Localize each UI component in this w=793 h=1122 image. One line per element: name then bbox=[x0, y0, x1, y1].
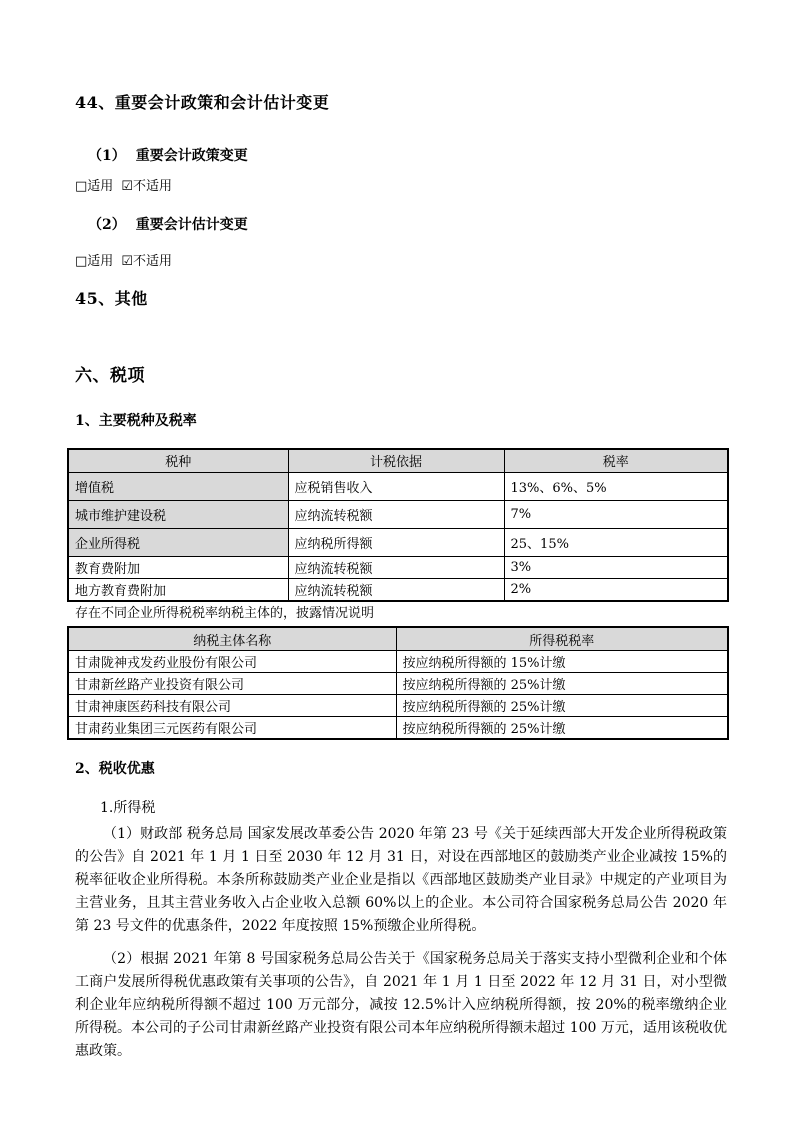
cell-tax-rate: 13%、6%、5% bbox=[504, 472, 728, 500]
section-45-heading: 45、其他 bbox=[75, 289, 148, 309]
option-applicable bbox=[75, 179, 113, 194]
table-header-row bbox=[68, 449, 728, 473]
major-taxes-heading: 1、主要税种及税率 bbox=[75, 412, 197, 429]
option-label: 适用 bbox=[87, 178, 114, 194]
table-row bbox=[68, 651, 728, 673]
cell-tax-rate: 7% bbox=[504, 500, 728, 528]
checkbox-checked-icon: ☑ bbox=[121, 254, 133, 270]
cell-income-tax-rate: 按应纳税所得额的 25%计缴 bbox=[396, 695, 728, 717]
cell-tax-basis: 应纳流转税额 bbox=[288, 556, 504, 578]
applicability-line-estimate bbox=[75, 254, 727, 270]
subsection-44-2-heading bbox=[88, 217, 727, 234]
table-row bbox=[68, 695, 728, 717]
option-label: 不适用 bbox=[132, 178, 172, 194]
income-tax-subheading: 1.所得税 bbox=[100, 800, 156, 817]
option-label: 不适用 bbox=[132, 254, 172, 270]
cell-entity-name: 甘肃神康医药科技有限公司 bbox=[68, 695, 396, 717]
cell-tax-basis: 应纳税所得额 bbox=[288, 528, 504, 556]
subsection-number: （1） bbox=[88, 148, 126, 165]
table-row bbox=[68, 472, 728, 500]
option-applicable bbox=[75, 254, 113, 269]
different-rate-note: 存在不同企业所得税税率纳税主体的，披露情况说明 bbox=[75, 605, 375, 621]
incentive-paragraph-2: （2）根据 2021 年第 8 号国家税务总局公告关于《国家税务总局关于落实支持小型微利企业和个体工商户发展所得税优惠政策有关事项的公告》，自 2021 年 1 月 1 日至 2022 年 12 月 31 日，对小型微利企业年应纳税所得额不超过 100 万元部分，减按 12.5%计入应纳税所得额，按 20%的税率缴纳企业所得税。本公司的子公司甘肃新丝路产业投资有限公司本年应纳税所得额未超过 100 万元，适用该税收优惠政策。 bbox=[75, 951, 727, 1060]
cell-income-tax-rate: 按应纳税所得额的 25%计缴 bbox=[396, 717, 728, 740]
cell-tax-basis: 应税销售收入 bbox=[288, 472, 504, 500]
table-row bbox=[68, 528, 728, 556]
table-row bbox=[68, 556, 728, 578]
cell-tax-basis: 应纳流转税额 bbox=[288, 578, 504, 601]
subsection-44-1-heading bbox=[88, 148, 727, 165]
cell-income-tax-rate: 按应纳税所得额的 15%计缴 bbox=[396, 651, 728, 673]
table-row bbox=[68, 673, 728, 695]
header-cell-tax-type: 税种 bbox=[68, 449, 288, 473]
header-cell-tax-basis: 计税依据 bbox=[288, 449, 504, 473]
option-label: 适用 bbox=[87, 254, 114, 270]
subsection-number: （2） bbox=[88, 217, 126, 234]
cell-income-tax-rate: 按应纳税所得额的 25%计缴 bbox=[396, 673, 728, 695]
tax-rate-table bbox=[67, 448, 729, 602]
checkbox-unchecked-icon: □ bbox=[75, 254, 88, 270]
incentive-paragraph-1: （1）财政部 税务总局 国家发展改革委公告 2020 年第 23 号《关于延续西部大开发企业所得税政策的公告》自 2021 年 1 月 1 日至 2030 年 12 月 31 日，对设在西部地区的鼓励类产业企业减按 15%的税率征收企业所得税。本条所称鼓励类产业企业是指以《西部地区鼓励类产业目录》中规定的产业项目为主营业务，且其主营业务收入占企业收入总额 60%以上的企业。本公司符合国家税务总局公告 2020 年第 23 号文件的优惠条件，2022 年度按照 15%预缴企业所得税。 bbox=[75, 826, 727, 935]
option-not-applicable bbox=[121, 179, 172, 194]
applicability-line-policy bbox=[75, 179, 727, 195]
section-44-heading: 44、重要会计政策和会计估计变更 bbox=[75, 93, 330, 112]
table-row bbox=[68, 717, 728, 740]
cell-tax-basis: 应纳流转税额 bbox=[288, 500, 504, 528]
subsection-title: 重要会计政策变更 bbox=[135, 148, 248, 165]
tax-incentives-heading: 2、税收优惠 bbox=[75, 761, 155, 778]
header-cell-income-tax-rate: 所得税税率 bbox=[396, 627, 728, 651]
cell-tax-rate: 2% bbox=[504, 578, 728, 601]
table-row bbox=[68, 500, 728, 528]
checkbox-unchecked-icon: □ bbox=[75, 178, 88, 194]
table-row bbox=[68, 578, 728, 601]
checkbox-checked-icon: ☑ bbox=[121, 178, 133, 194]
cell-tax-type: 城市维护建设税 bbox=[68, 500, 288, 528]
section-tax-heading: 六、税项 bbox=[75, 366, 145, 387]
cell-tax-rate: 3% bbox=[504, 556, 728, 578]
cell-tax-type: 教育费附加 bbox=[68, 556, 288, 578]
cell-tax-rate: 25、15% bbox=[504, 528, 728, 556]
taxpayer-entity-table bbox=[67, 626, 729, 740]
cell-entity-name: 甘肃陇神戎发药业股份有限公司 bbox=[68, 651, 396, 673]
cell-tax-type: 地方教育费附加 bbox=[68, 578, 288, 601]
cell-tax-type: 企业所得税 bbox=[68, 528, 288, 556]
option-not-applicable bbox=[121, 254, 172, 269]
header-cell-entity-name: 纳税主体名称 bbox=[68, 627, 396, 651]
header-cell-tax-rate: 税率 bbox=[504, 449, 728, 473]
cell-entity-name: 甘肃药业集团三元医药有限公司 bbox=[68, 717, 396, 740]
table-header-row bbox=[68, 627, 728, 651]
subsection-title: 重要会计估计变更 bbox=[135, 217, 248, 234]
cell-entity-name: 甘肃新丝路产业投资有限公司 bbox=[68, 673, 396, 695]
cell-tax-type: 增值税 bbox=[68, 472, 288, 500]
